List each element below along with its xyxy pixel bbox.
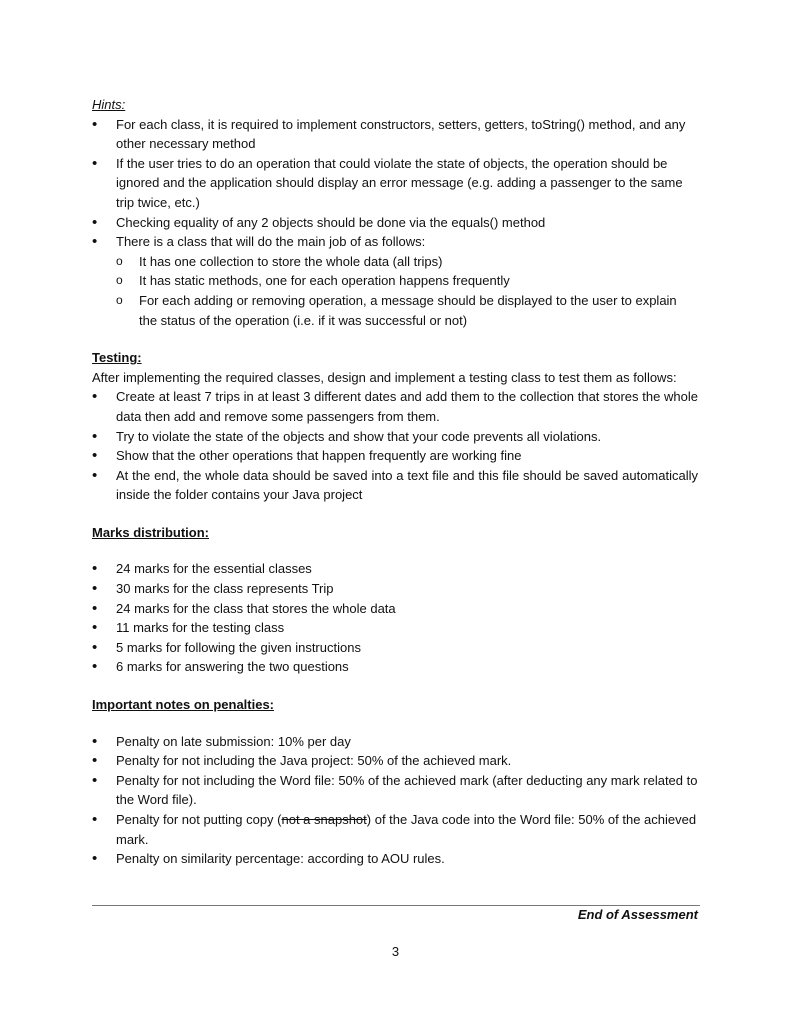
list-item [92,232,698,330]
end-of-assessment: End of Assessment [577,907,698,922]
list-item: • 11 marks for the testing class [92,618,698,638]
sub-list-item: o It has static methods, one for each operation happens frequently [116,271,698,291]
list-item: • Penalty on late submission: 10% per day [92,732,698,752]
document-body [92,95,698,869]
list-item: • For each class, it is required to implement constructors, setters, getters, toString() method, and any other necessary method [92,115,698,154]
list-item: • Create at least 7 trips in at least 3 different dates and add them to the collection that stores the whole data then add and remove some passengers from them. [92,387,698,426]
list-item: • 6 marks for answering the two questions [92,657,698,677]
marks-list [92,559,698,677]
hints-heading: Hints: [92,97,126,112]
copy-penalty-text-start: Penalty for not putting copy ( [116,812,282,827]
page-number: 3 [391,944,400,959]
copy-penalty-text-end: ) of the Java code into the Word file: 50% of the achieved mark. [116,812,697,847]
footer-divider [92,905,700,906]
list-item: • Try to violate the state of the objects and show that your code prevents all violations. [92,427,698,447]
list-item: • 24 marks for the essential classes [92,559,698,579]
sub-list-item: o It has one collection to store the whole data (all trips) [116,252,698,272]
hints-sublist [116,252,698,330]
penalties-heading: Important notes on penalties: [92,697,275,713]
list-item: • Show that the other operations that happen frequently are working fine [92,446,698,466]
list-item: • 5 marks for following the given instructions [92,638,698,658]
testing-heading: Testing: [92,350,142,366]
hints-list [92,115,698,331]
list-item: • 30 marks for the class represents Trip [92,579,698,599]
list-item: • Penalty for not including the Word file: 50% of the achieved mark (after deducting any mark related to the Word file). [92,771,698,810]
testing-list [92,387,698,505]
list-item: • Penalty on similarity percentage: according to AOU rules. [92,849,698,869]
list-item: • At the end, the whole data should be saved into a text file and this file should be saved automatically inside the folder contains your Java project [92,466,698,505]
list-item: • Checking equality of any 2 objects should be done via the equals() method [92,213,698,233]
penalties-list [92,732,698,869]
list-item [92,810,698,849]
testing-intro: After implementing the required classes, design and implement a testing class to test them as follows: [92,369,677,385]
list-item-text: There is a class that will do the main job of as follows: [116,234,426,250]
list-item: • Penalty for not including the Java project: 50% of the achieved mark. [92,751,698,771]
marks-heading: Marks distribution: [92,524,210,540]
list-item: • If the user tries to do an operation that could violate the state of objects, the operation should be ignored and the application should display an error message (e.g. adding a passenger to the same trip twice, etc.) [92,154,698,213]
list-item: • 24 marks for the class that stores the whole data [92,599,698,619]
struck-text: not a snapshot [281,812,367,827]
sub-list-item: o For each adding or removing operation, a message should be displayed to the user to explain the status of the operation (i.e. if it was successful or not) [116,291,698,330]
